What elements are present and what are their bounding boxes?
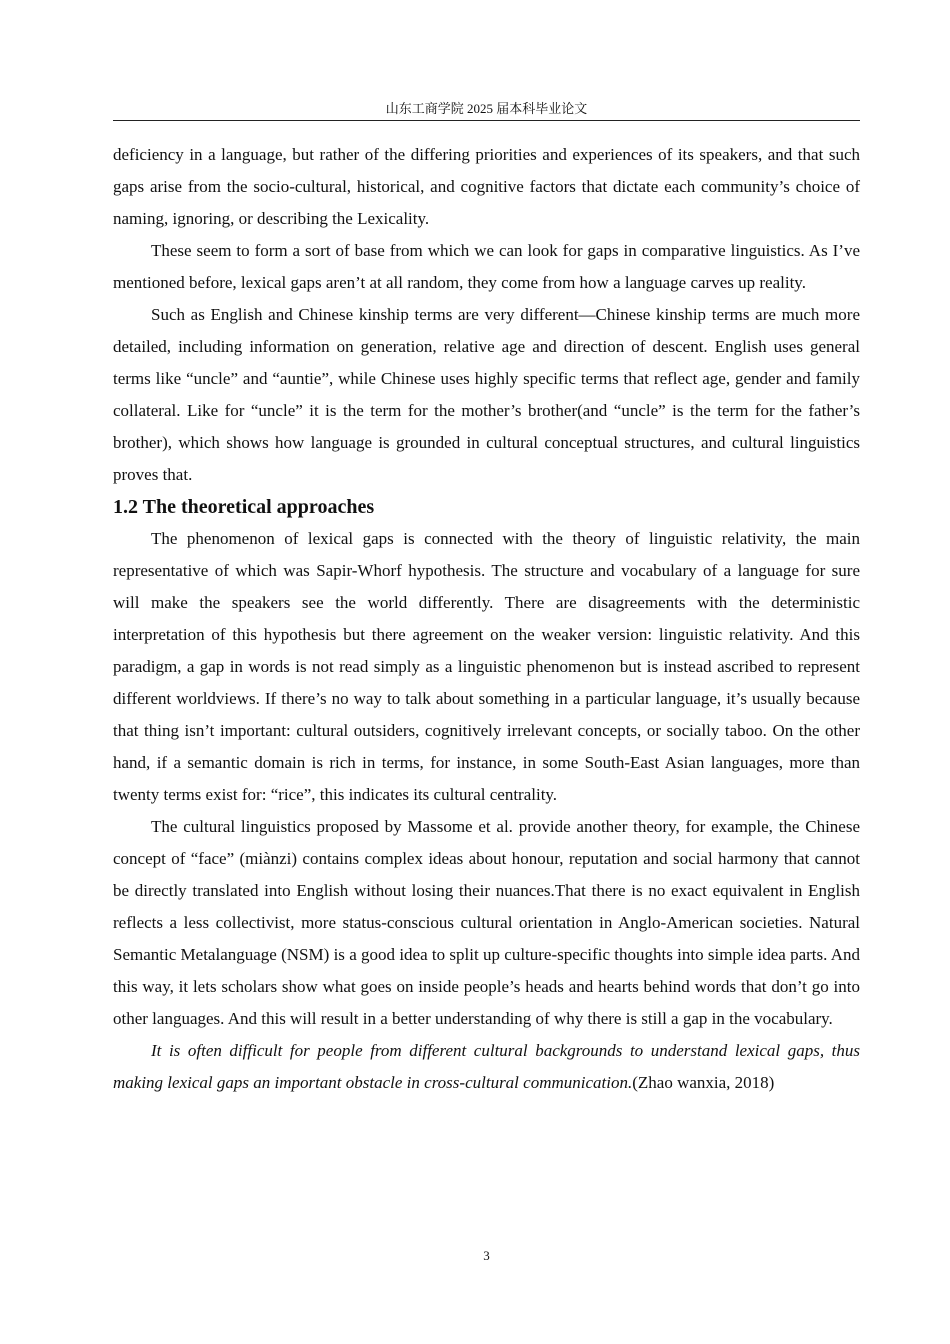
quote-italic-text: It is often difficult for people from different cultural backgrounds to understand lexical gaps, thus making lexical gaps an important obstacle in cross-cultural communication. [113, 1041, 860, 1092]
paragraph-linguistic-relativity: The phenomenon of lexical gaps is connected with the theory of linguistic relativity, the main representative of which was Sapir-Whorf hypothesis. The structure and vocabulary of a language for sure will make the speakers see the world differently. There are disagreements with the deterministic interpretation of this hypothesis but there agreement on the weaker version: linguistic relativity. And this paradigm, a gap in words is not read simply as a linguistic phenomenon but is instead ascribed to represent different worldviews. If there’s no way to talk about something in a particular language, it’s usually because that thing isn’t important: cultural outsiders, cognitively irrelevant concepts, or socially taboo. On the other hand, if a semantic domain is rich in terms, for instance, in some South-East Asian languages, more than twenty terms exist for: “rice”, this indicates its cultural centrality. [113, 529, 860, 804]
paragraph-quote [113, 1035, 860, 1099]
header-rule [113, 120, 860, 121]
running-header: 山东工商学院 2025 届本科毕业论文 [385, 101, 588, 116]
paragraph-cultural-linguistics: The cultural linguistics proposed by Massome et al. provide another theory, for example, the Chinese concept of “face” (miànzi) contains complex ideas about honour, reputation and social harmony that cannot be directly translated into English without losing their nuances.That there is no exact equivalent in English reflects a less collectivist, more status-conscious cultural orientation in Anglo-American societies. Natural Semantic Metalanguage (NSM) is a good idea to split up culture-specific thoughts into simple idea parts. And this way, it lets scholars show what goes on inside people’s heads and hearts behind words that don’t go into other languages. And this will result in a better understanding of why there is still a gap in the vocabulary. [113, 817, 860, 1028]
paragraph-base-for-gaps: These seem to form a sort of base from which we can look for gaps in comparative linguistics. As I’ve mentioned before, lexical gaps aren’t at all random, they come from how a language carves up reality. [113, 241, 860, 292]
page-number: 3 [483, 1248, 490, 1263]
paragraph-continued: deficiency in a language, but rather of the differing priorities and experiences of its speakers, and that such gaps arise from the socio-cultural, historical, and cognitive factors that dictate each community’s choice of naming, ignoring, or describing the Lexicality. [113, 145, 860, 228]
paragraph-kinship-terms: Such as English and Chinese kinship terms are very different—Chinese kinship terms are much more detailed, including information on generation, relative age and direction of descent. English uses general terms like “uncle” and “auntie”, while Chinese uses highly specific terms that reflect age, gender and family collateral. Like for “uncle” it is the term for the mother’s brother(and “uncle” is the term for the father’s brother), which shows how language is grounded in cultural conceptual structures, and cultural linguistics proves that. [113, 305, 860, 484]
body-text [113, 139, 860, 1099]
section-heading: 1.2 The theoretical approaches [113, 496, 375, 518]
quote-citation: (Zhao wanxia, 2018) [632, 1073, 775, 1092]
